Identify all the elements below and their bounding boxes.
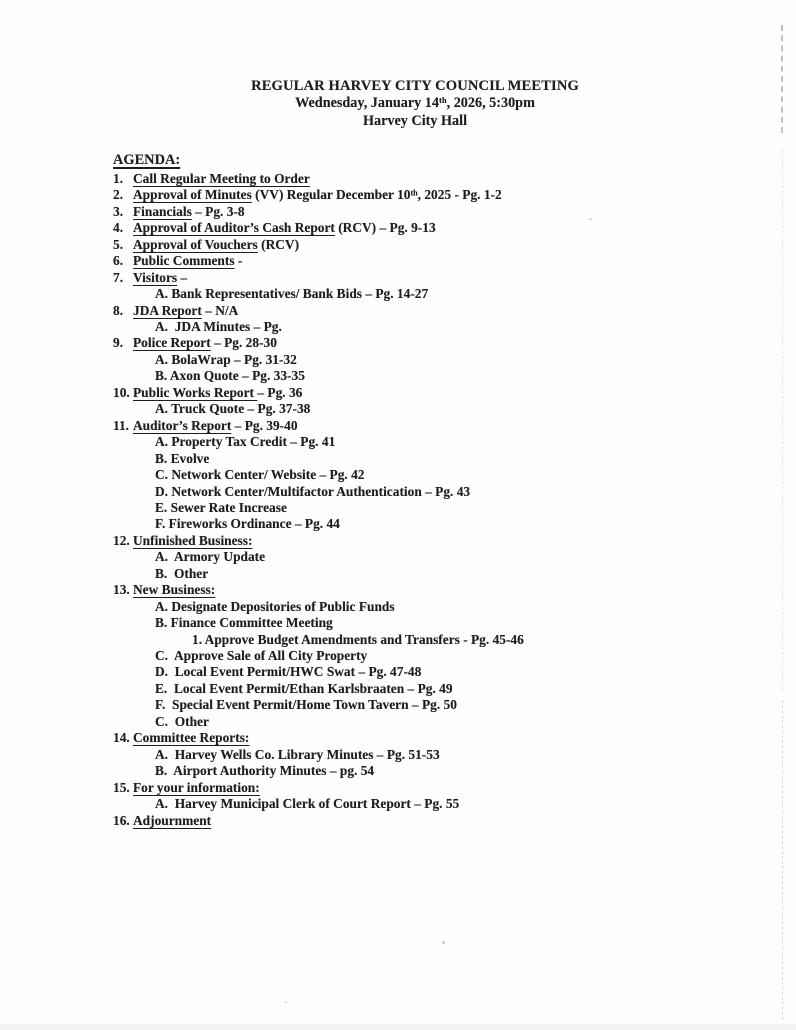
agenda-subitem-text: A. Harvey Municipal Clerk of Court Report – Pg. 55 <box>155 796 460 812</box>
agenda-subitem-text: 1. Approve Budget Amendments and Transfers - Pg. 45-46 <box>192 631 524 647</box>
agenda-subitem <box>113 451 760 467</box>
agenda-subitem <box>113 516 760 532</box>
agenda-subitem <box>113 484 760 500</box>
agenda-subitem-text: A. BolaWrap – Pg. 31-32 <box>155 351 297 367</box>
agenda-item <box>113 533 760 549</box>
agenda-subitem <box>113 467 760 483</box>
agenda-item-number: 8. <box>113 302 124 318</box>
agenda-item-title: Public Works Report <box>133 384 258 400</box>
agenda-item <box>113 253 760 269</box>
agenda-item-suffix: – <box>177 269 188 285</box>
agenda-item-title: Call Regular Meeting to Order <box>133 170 310 186</box>
agenda-item-title: Visitors <box>133 269 178 285</box>
scan-artifact-dashed-line-bottom <box>782 700 783 1020</box>
agenda-item <box>113 204 760 220</box>
agenda-subitem <box>113 500 760 516</box>
agenda-item <box>113 730 760 746</box>
agenda-subitem-text: A. Bank Representatives/ Bank Bids – Pg. 14-27 <box>155 286 429 302</box>
agenda-item-title: Police Report <box>133 335 211 351</box>
agenda-item <box>113 418 760 434</box>
agenda-item-number: 11. <box>113 417 129 433</box>
agenda-subitem-text: A. JDA Minutes – Pg. <box>155 318 282 334</box>
agenda-item-title: For your information: <box>133 779 260 795</box>
agenda-item-number: 16. <box>113 812 130 828</box>
agenda-subitem <box>113 664 760 680</box>
agenda-subitem-text: C. Other <box>155 713 209 729</box>
agenda-item <box>113 171 760 187</box>
agenda-item-number: 4. <box>113 220 124 236</box>
agenda-item-number: 15. <box>113 779 130 795</box>
agenda-subitem <box>113 714 760 730</box>
agenda-subitem <box>113 319 760 335</box>
agenda-subitem-text: B. Evolve <box>155 450 210 466</box>
agenda-subitem <box>113 286 760 302</box>
agenda-subitem <box>113 681 760 697</box>
agenda-item-title: JDA Report <box>133 302 202 318</box>
agenda-item <box>113 187 760 203</box>
agenda-subitem-text: B. Axon Quote – Pg. 33-35 <box>155 368 305 384</box>
agenda-subitem <box>113 352 760 368</box>
agenda-subitem <box>113 599 760 615</box>
agenda-item-number: 2. <box>113 187 124 203</box>
agenda-subitem-text: B. Finance Committee Meeting <box>155 615 333 631</box>
agenda-item-number: 3. <box>113 203 124 219</box>
agenda-subitem-text: B. Airport Authority Minutes – pg. 54 <box>155 763 375 779</box>
agenda-subitem <box>113 747 760 763</box>
agenda-subitem <box>113 434 760 450</box>
agenda-item-title: Auditor’s Report <box>133 417 232 433</box>
agenda-subitem-text: D. Local Event Permit/HWC Swat – Pg. 47-48 <box>155 664 422 680</box>
agenda-item-suffix: – Pg. 39-40 <box>231 417 298 433</box>
agenda-item <box>113 813 760 829</box>
agenda-item <box>113 582 760 598</box>
agenda-subitem-text: B. Other <box>155 565 209 581</box>
agenda-item <box>113 220 760 236</box>
agenda-item-title: Financials <box>133 203 192 219</box>
agenda-subitem-text: C. Network Center/ Website – Pg. 42 <box>155 467 365 483</box>
scan-edge-shadow <box>0 1024 796 1030</box>
agenda-subitem-text: A. Property Tax Credit – Pg. 41 <box>155 434 336 450</box>
document-header <box>17 0 796 130</box>
scan-speck <box>589 218 592 220</box>
agenda-subitem <box>113 632 760 648</box>
agenda-subitem <box>113 566 760 582</box>
agenda-item-number: 12. <box>113 532 130 548</box>
agenda-list <box>113 171 760 829</box>
agenda-item <box>113 385 760 401</box>
agenda-subitem-text: F. Fireworks Ordinance – Pg. 44 <box>155 516 340 532</box>
agenda-heading: AGENDA: <box>113 151 181 168</box>
agenda-subitem-text: E. Sewer Rate Increase <box>155 499 287 515</box>
agenda-subitem-text: A. Designate Depositories of Public Funds <box>155 598 395 614</box>
agenda-item-suffix: – N/A <box>201 302 239 318</box>
agenda-item <box>113 335 760 351</box>
agenda-item <box>113 780 760 796</box>
agenda-item <box>113 270 760 286</box>
agenda-subitem-text: A. Armory Update <box>155 549 266 565</box>
agenda-item-suffix: – Pg. 3-8 <box>191 203 245 219</box>
agenda-item-number: 13. <box>113 582 130 598</box>
agenda-item-title: Unfinished Business: <box>133 532 253 548</box>
agenda-subitem <box>113 796 760 812</box>
scan-artifact-dashed-line-middle <box>782 150 783 690</box>
agenda-item-suffix: - <box>234 253 243 269</box>
meeting-title: REGULAR HARVEY CITY COUNCIL MEETING <box>251 78 579 94</box>
agenda-item-suffix: – Pg. 28-30 <box>210 335 277 351</box>
scan-speck <box>285 1001 287 1003</box>
agenda-item <box>113 303 760 319</box>
agenda-subitem-text: E. Local Event Permit/Ethan Karlsbraaten – Pg. 49 <box>155 680 453 696</box>
agenda-subitem <box>113 401 760 417</box>
agenda-item-suffix: – Pg. 36 <box>257 384 303 400</box>
agenda-subitem <box>113 763 760 779</box>
agenda-subitem-text: D. Network Center/Multifactor Authentication – Pg. 43 <box>155 483 471 499</box>
scan-speck <box>442 941 445 944</box>
agenda-item <box>113 237 760 253</box>
agenda-item-number: 7. <box>113 269 124 285</box>
agenda-item-suffix: (VV) Regular December 10ᵗʰ, 2025 - Pg. 1-2 <box>251 187 502 203</box>
agenda-subitem-text: A. Harvey Wells Co. Library Minutes – Pg. 51-53 <box>155 746 440 762</box>
agenda-item-title: Public Comments <box>133 253 235 269</box>
agenda-item-number: 1. <box>113 170 124 186</box>
agenda-item-suffix: (RCV) <box>257 236 300 252</box>
agenda-item-number: 5. <box>113 236 124 252</box>
agenda-subitem-text: A. Truck Quote – Pg. 37-38 <box>155 401 311 417</box>
agenda-item-title: Approval of Auditor’s Cash Report <box>133 220 335 236</box>
agenda-item-title: Approval of Vouchers <box>133 236 258 252</box>
meeting-location: Harvey City Hall <box>362 112 468 129</box>
meeting-datetime: Wednesday, January 14ᵗʰ, 2026, 5:30pm <box>295 95 535 112</box>
agenda-item-title: Committee Reports: <box>133 730 250 746</box>
agenda-subitem-text: F. Special Event Permit/Home Town Tavern – Pg. 50 <box>155 697 457 713</box>
agenda-subitem <box>113 368 760 384</box>
agenda-subitem <box>113 697 760 713</box>
agenda-item-title: New Business: <box>133 582 216 598</box>
agenda-item-number: 6. <box>113 253 124 269</box>
agenda-item-suffix: (RCV) – Pg. 9-13 <box>334 220 436 236</box>
agenda-item-number: 14. <box>113 730 130 746</box>
agenda-item-title: Approval of Minutes <box>133 187 252 203</box>
agenda-subitem-text: C. Approve Sale of All City Property <box>155 648 368 664</box>
agenda-item-title: Adjournment <box>133 812 212 828</box>
agenda-subitem <box>113 549 760 565</box>
agenda-subitem <box>113 615 760 631</box>
agenda-subitem <box>113 648 760 664</box>
agenda-item-number: 9. <box>113 335 124 351</box>
agenda-item-number: 10. <box>113 384 130 400</box>
